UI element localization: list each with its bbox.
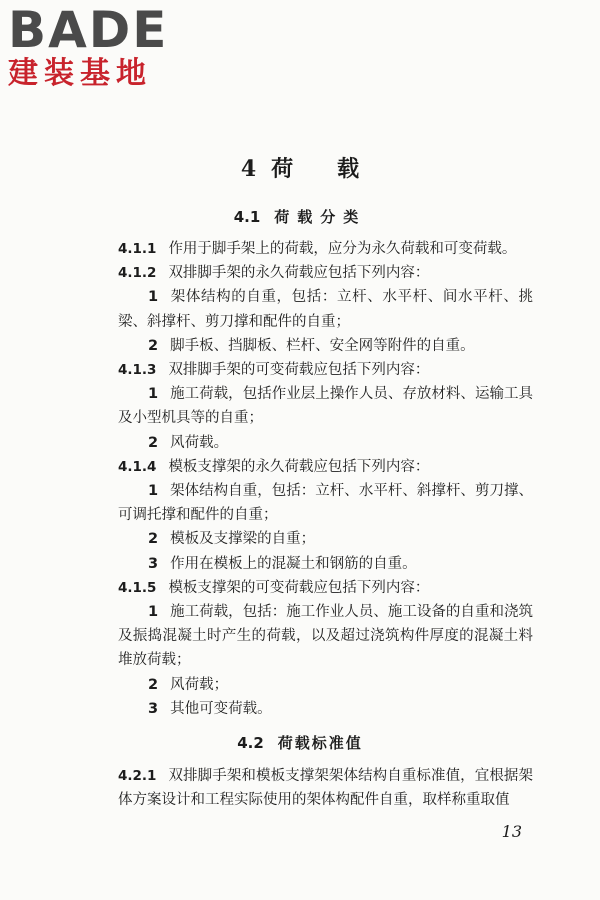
logo-wordmark: BADE <box>8 1 169 59</box>
section-heading-4-1 <box>0 206 600 227</box>
item-number: 3 <box>148 555 159 572</box>
item-text: 施工荷载，包括作业层上操作人员、存放材料、运输工具及小型机具等的自重； <box>118 386 533 427</box>
clause-paragraph <box>118 358 533 382</box>
clause-paragraph <box>118 576 533 600</box>
clause-paragraph <box>118 261 533 285</box>
section-title: 荷载分类 <box>274 208 367 226</box>
clause-text: 作用于脚手架上的荷载，应分为永久荷载和可变荷载。 <box>168 241 517 257</box>
section-number: 4.1 <box>233 208 261 226</box>
clause-number: 4.1.3 <box>118 362 157 379</box>
item-text: 风荷载； <box>170 676 229 693</box>
list-item <box>118 334 533 358</box>
item-text: 风荷载。 <box>170 434 229 451</box>
clause-number: 4.1.4 <box>118 458 157 475</box>
item-text: 其他可变荷载。 <box>170 700 272 717</box>
list-item <box>118 552 533 576</box>
clause-text: 双排脚手架的永久荷载应包括下列内容： <box>168 265 430 282</box>
item-number: 1 <box>148 386 159 403</box>
clause-paragraph <box>118 237 533 261</box>
section-title: 荷载标准值 <box>277 734 363 752</box>
chapter-number: 4 <box>240 156 258 182</box>
item-text: 架体结构的自重，包括：立杆、水平杆、间水平杆、挑梁、斜撑杆、剪刀撑和配件的自重； <box>118 289 533 330</box>
item-number: 2 <box>148 337 159 354</box>
clause-text: 模板支撑架的可变荷载应包括下列内容： <box>168 579 430 596</box>
page-number: 13 <box>501 822 522 841</box>
item-number: 1 <box>148 604 159 621</box>
clause-text: 双排脚手架的可变荷载应包括下列内容： <box>168 362 430 379</box>
clause-text: 模板支撑架的永久荷载应包括下列内容： <box>168 458 430 475</box>
item-text: 作用在模板上的混凝土和钢筋的自重。 <box>170 555 417 572</box>
list-item <box>118 479 533 527</box>
logo <box>8 1 169 91</box>
list-item <box>118 527 533 551</box>
list-item <box>118 382 533 430</box>
item-number: 2 <box>148 531 159 548</box>
clause-number: 4.2.1 <box>118 768 157 784</box>
list-item <box>118 431 533 455</box>
item-number: 2 <box>148 676 159 693</box>
item-text: 架体结构自重，包括：立杆、水平杆、斜撑杆、剪刀撑、可调托撑和配件的自重； <box>118 483 533 524</box>
logo-chinese-name: 建装基地 <box>8 56 152 91</box>
section-heading-4-2 <box>0 732 600 753</box>
item-number: 3 <box>148 700 159 717</box>
section-4-1-body <box>118 237 533 721</box>
clause-paragraph <box>118 764 533 812</box>
clause-text: 双排脚手架和模板支撑架架体结构自重标准值，宜根据架体方案设计和工程实际使用的架体构配件自重，取样称重取值 <box>118 768 533 809</box>
clause-number: 4.1.2 <box>118 265 157 282</box>
section-number: 4.2 <box>237 734 264 752</box>
item-number: 1 <box>148 289 159 306</box>
chapter-title: 荷载 <box>271 156 404 182</box>
section-4-2-body <box>118 764 533 812</box>
list-item <box>118 673 533 697</box>
item-number: 2 <box>148 434 159 451</box>
item-number: 1 <box>148 483 159 500</box>
clause-number: 4.1.1 <box>118 241 157 257</box>
chapter-heading <box>0 152 600 183</box>
list-item <box>118 285 533 333</box>
list-item <box>118 697 533 721</box>
clause-number: 4.1.5 <box>118 579 157 596</box>
item-text: 脚手板、挡脚板、栏杆、安全网等附件的自重。 <box>170 337 475 354</box>
list-item <box>118 600 533 673</box>
clause-paragraph <box>118 455 533 479</box>
item-text: 模板及支撑梁的自重； <box>170 531 316 548</box>
item-text: 施工荷载，包括：施工作业人员、施工设备的自重和浇筑及振捣混凝土时产生的荷载，以及超过浇筑构件厚度的混凝土料堆放荷载； <box>118 604 533 669</box>
